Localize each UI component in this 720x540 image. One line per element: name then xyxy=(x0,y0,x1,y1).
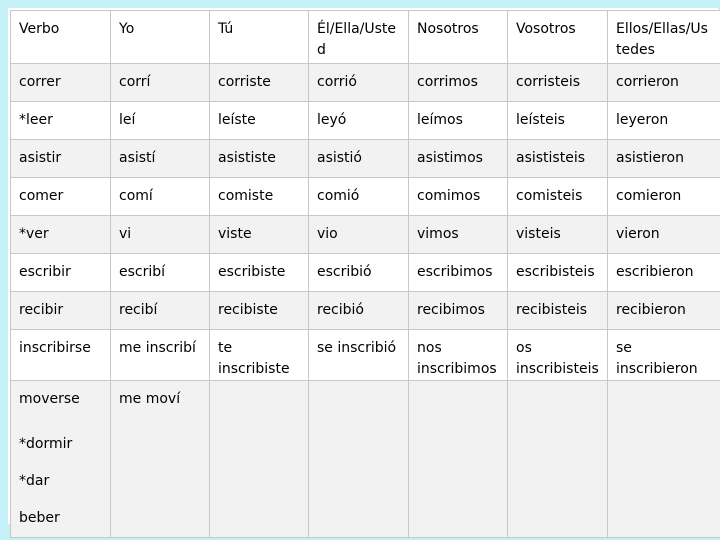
table-row xyxy=(11,102,720,140)
empty-cell xyxy=(608,381,720,538)
table-row xyxy=(11,254,720,292)
table-cell: leímos xyxy=(409,102,508,140)
table-cell: asististeis xyxy=(508,140,608,178)
table-row xyxy=(11,140,720,178)
table-cell: viste xyxy=(210,216,309,254)
empty-cell xyxy=(508,381,608,538)
verb-cell: asistir xyxy=(11,140,111,178)
table-cell: corrimos xyxy=(409,64,508,102)
verb-cell: inscribirse xyxy=(11,330,111,381)
table-cell: comisteis xyxy=(508,178,608,216)
empty-cell xyxy=(210,381,309,538)
table-cell: leyeron xyxy=(608,102,720,140)
header-cell: Yo xyxy=(111,11,210,64)
table-cell: se inscribieron xyxy=(608,330,720,381)
table-cell: escribisteis xyxy=(508,254,608,292)
table-cell: leí xyxy=(111,102,210,140)
table-cell: escribieron xyxy=(608,254,720,292)
table-cell: corristeis xyxy=(508,64,608,102)
table-row xyxy=(11,64,720,102)
table-cell: te inscribiste xyxy=(210,330,309,381)
table-cell: vieron xyxy=(608,216,720,254)
table-cell: asistí xyxy=(111,140,210,178)
table-cell: leísteis xyxy=(508,102,608,140)
table-cell: asistimos xyxy=(409,140,508,178)
table-cell: corrieron xyxy=(608,64,720,102)
table-cell: asististe xyxy=(210,140,309,178)
verb-item: *dormir xyxy=(19,436,73,452)
table-cell: recibiste xyxy=(210,292,309,330)
table-cell: corrí xyxy=(111,64,210,102)
verb-cell: *leer xyxy=(11,102,111,140)
table-row xyxy=(11,330,720,381)
table-cell: asistió xyxy=(309,140,409,178)
table-row xyxy=(11,216,720,254)
verb-cell: *ver xyxy=(11,216,111,254)
empty-cell xyxy=(309,381,409,538)
verb-cell: escribir xyxy=(11,254,111,292)
table-cell: vi xyxy=(111,216,210,254)
table-cell: recibieron xyxy=(608,292,720,330)
table-cell: escribí xyxy=(111,254,210,292)
table-cell: os inscribisteis xyxy=(508,330,608,381)
table-cell: comiste xyxy=(210,178,309,216)
table-cell: comí xyxy=(111,178,210,216)
table-row xyxy=(11,381,720,538)
table-cell: visteis xyxy=(508,216,608,254)
table-cell: comió xyxy=(309,178,409,216)
table-cell: asistieron xyxy=(608,140,720,178)
table-cell: corrió xyxy=(309,64,409,102)
verb-item: moverse xyxy=(19,391,80,407)
table-cell: vio xyxy=(309,216,409,254)
header-row xyxy=(11,11,720,64)
header-cell: Tú xyxy=(210,11,309,64)
table-cell: nos inscribimos xyxy=(409,330,508,381)
verb-item: *dar xyxy=(19,473,50,489)
table-cell: se inscribió xyxy=(309,330,409,381)
header-cell: Vosotros xyxy=(508,11,608,64)
table-cell: recibió xyxy=(309,292,409,330)
table-cell: recibí xyxy=(111,292,210,330)
table-cell: recibisteis xyxy=(508,292,608,330)
verb-item: beber xyxy=(19,510,60,526)
verb-list-cell xyxy=(11,381,111,538)
table-cell: escribió xyxy=(309,254,409,292)
header-cell: Él/Ella/Usted xyxy=(309,11,409,64)
table-row xyxy=(11,178,720,216)
table-cell: me inscribí xyxy=(111,330,210,381)
table-cell: me moví xyxy=(111,381,210,538)
table-cell: recibimos xyxy=(409,292,508,330)
table-cell: comieron xyxy=(608,178,720,216)
header-cell: Verbo xyxy=(11,11,111,64)
verb-cell: correr xyxy=(11,64,111,102)
header-cell: Nosotros xyxy=(409,11,508,64)
empty-cell xyxy=(409,381,508,538)
table-cell: comimos xyxy=(409,178,508,216)
table-cell: vimos xyxy=(409,216,508,254)
table-cell: corriste xyxy=(210,64,309,102)
table-cell: escribimos xyxy=(409,254,508,292)
table-cell: leíste xyxy=(210,102,309,140)
conjugation-table xyxy=(10,10,720,538)
table-cell: escribiste xyxy=(210,254,309,292)
verb-cell: comer xyxy=(11,178,111,216)
header-cell: Ellos/Ellas/Ustedes xyxy=(608,11,720,64)
table-cell: leyó xyxy=(309,102,409,140)
table-row xyxy=(11,292,720,330)
verb-cell: recibir xyxy=(11,292,111,330)
